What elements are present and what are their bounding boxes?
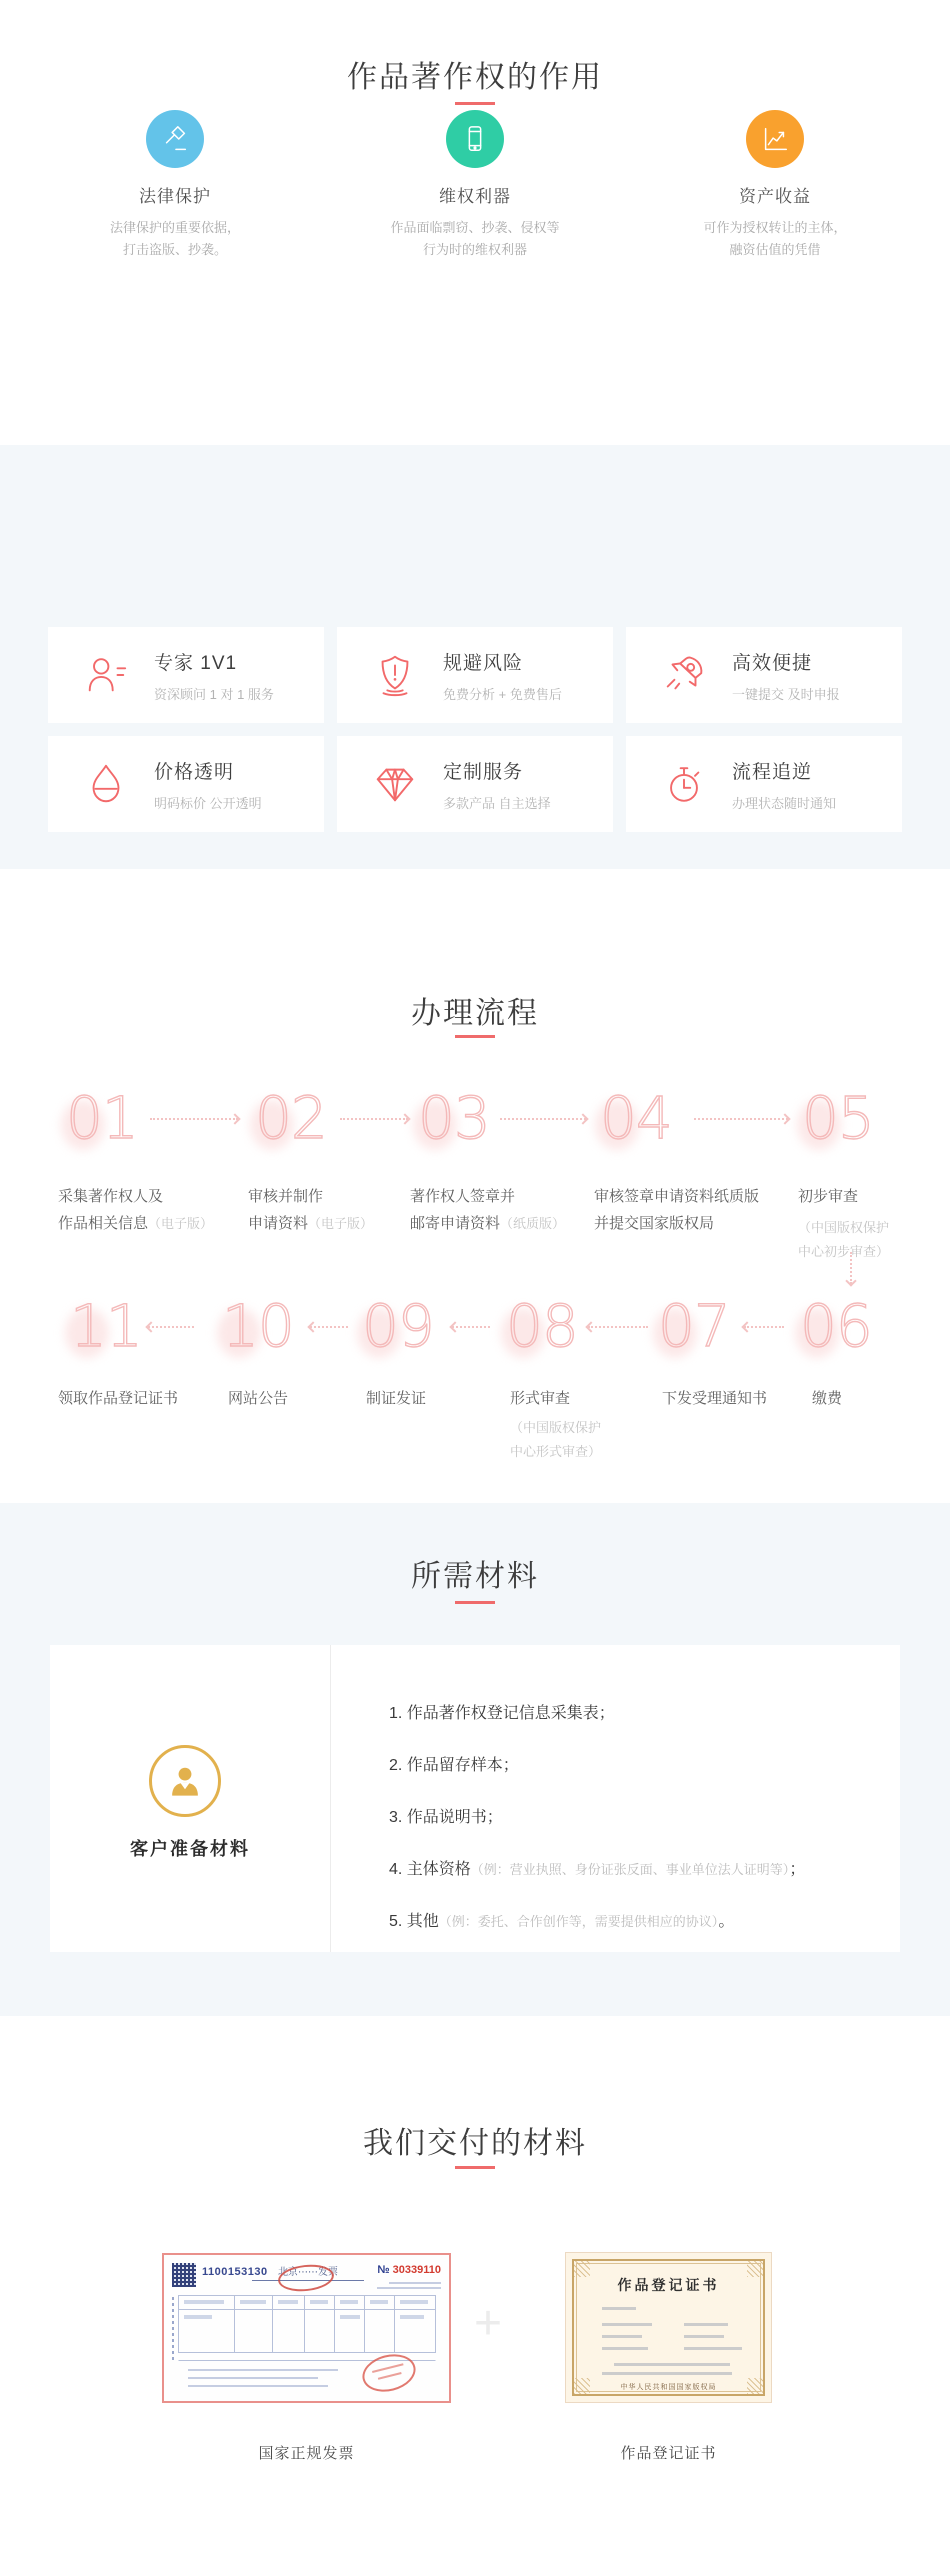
role-item-asset [625, 110, 925, 261]
feature-card-custom [337, 736, 613, 832]
process-step-line: 审核签章申请资料纸质版 [594, 1188, 760, 1205]
feature-card-risk [337, 627, 613, 723]
process-step-label [594, 1183, 794, 1237]
dotted-arrow-right [500, 1118, 586, 1120]
invoice-detail-bar [188, 2369, 338, 2371]
process-step-number: 07 [658, 1292, 730, 1360]
feature-card-track [626, 736, 902, 832]
role-label: 维权利器 [439, 187, 511, 206]
process-step-label: 领取作品登记证书 [58, 1390, 179, 1407]
role-label: 法律保护 [139, 187, 211, 206]
process-step-note: （电子版） [308, 1216, 374, 1231]
invoice-code: 1100153130 [202, 2266, 268, 2278]
dotted-arrow-left [744, 1326, 784, 1328]
feature-card-price [48, 736, 324, 832]
feature-card-fast [626, 627, 902, 723]
material-item-text: 4. 主体资格 [389, 1861, 471, 1878]
process-step-text: 邮寄申请资料 [410, 1215, 501, 1232]
process-step-note: （纸质版） [500, 1216, 566, 1231]
certificate-label: 作品登记证书 [620, 2445, 717, 2462]
dotted-arrow-right [150, 1118, 238, 1120]
role-label: 资产收益 [739, 187, 811, 206]
process-step-label: 缴费 [812, 1390, 843, 1407]
invoice-serial-mark: № [377, 2264, 390, 2276]
process-step-note-line: （中国版权保护 [510, 1420, 602, 1435]
feature-text [154, 648, 274, 703]
section-title-deliver: 我们交付的材料 [363, 2127, 587, 2160]
process-step-label [798, 1183, 928, 1210]
invoice-detail-bar [188, 2385, 328, 2387]
feature-desc: 资深顾问 1 对 1 服务 [154, 686, 274, 702]
role-item-law [25, 110, 325, 261]
certificate-field-bar [602, 2307, 636, 2310]
dotted-arrow-down [850, 1252, 852, 1284]
feature-text [154, 757, 262, 812]
process-step-number: 06 [800, 1292, 872, 1360]
process-step-note: （电子版） [148, 1216, 214, 1231]
process-step-text: 作品相关信息 [58, 1215, 149, 1232]
material-item-note: （例：委托、合作创作等，需要提供相应的协议） [438, 1914, 719, 1929]
material-item: 3. 作品说明书； [389, 1809, 503, 1826]
invoice-image [162, 2253, 451, 2403]
section-title-materials: 所需材料 [411, 1560, 539, 1593]
material-item-note: （例：营业执照、身份证张反面、事业单位法人证明等） [470, 1862, 790, 1877]
process-step-label: 形式审查 [510, 1390, 571, 1407]
process-step-number: 02 [255, 1084, 327, 1152]
prepare-label: 客户准备材料 [130, 1839, 250, 1859]
role-desc [625, 217, 925, 261]
shield-icon [371, 651, 419, 699]
chart-icon [746, 110, 804, 168]
process-step-line [248, 1210, 413, 1237]
materials-card [50, 1645, 900, 1952]
process-step-line: 并提交国家版权局 [594, 1215, 715, 1232]
invoice-detail-bar [389, 2282, 441, 2284]
certificate-image [565, 2252, 772, 2403]
role-desc-line: 行为时的维权利器 [422, 242, 527, 257]
process-step-note [510, 1416, 640, 1464]
material-item: 2. 作品留存样本； [389, 1757, 519, 1774]
process-step-number: 09 [362, 1292, 434, 1360]
feature-card-expert [48, 627, 324, 723]
certificate-title: 作品登记证书 [617, 2279, 720, 2294]
title-underline [455, 2166, 495, 2169]
role-desc-line: 作品面临剽窃、抄袭、侵权等 [390, 220, 560, 235]
feature-title: 定制服务 [443, 761, 524, 783]
process-step-line: 采集著作权人及 [58, 1188, 164, 1205]
member-icon [149, 1745, 221, 1817]
process-step-note [798, 1216, 928, 1264]
plus-separator: + [473, 2297, 503, 2350]
process-step-note-line: （中国版权保护 [798, 1220, 890, 1235]
material-item-tail: 。 [718, 1913, 735, 1930]
dotted-arrow-right [694, 1118, 788, 1120]
feature-title: 价格透明 [154, 761, 235, 783]
divider [330, 1645, 331, 1952]
drop-icon [82, 760, 130, 808]
process-step-number: 10 [222, 1292, 294, 1360]
section-title-process: 办理流程 [411, 997, 539, 1030]
feature-title: 规避风险 [443, 652, 524, 674]
feature-title: 专家 1V1 [154, 652, 238, 674]
process-step-text: 申请资料 [248, 1215, 309, 1232]
phone-icon [446, 110, 504, 168]
dotted-arrow-left [148, 1326, 194, 1328]
feature-desc: 一键提交 及时申报 [732, 686, 840, 702]
certificate-field-bar [684, 2335, 724, 2338]
dotted-arrow-left [588, 1326, 648, 1328]
certificate-field-bar [602, 2335, 642, 2338]
expert-icon [82, 651, 130, 699]
feature-text [443, 757, 551, 812]
process-step-number: 11 [70, 1292, 142, 1360]
invoice-detail-bar [377, 2287, 441, 2289]
feature-desc: 明码标价 公开透明 [154, 795, 262, 811]
process-step-line [410, 1210, 595, 1237]
process-step-note-line: 中心初步审查） [798, 1244, 890, 1259]
section-title-roles: 作品著作权的作用 [347, 61, 603, 94]
certificate-field-bar [602, 2372, 732, 2375]
dotted-arrow-left [310, 1326, 348, 1328]
material-item-tail: ； [789, 1861, 806, 1878]
role-desc [325, 217, 625, 261]
role-desc-line: 可作为授权转让的主体， [703, 220, 847, 235]
role-item-rights [325, 110, 625, 261]
invoice-table [178, 2295, 436, 2361]
stopwatch-icon [660, 760, 708, 808]
invoice-side-text [172, 2297, 174, 2361]
feature-text [732, 648, 840, 703]
process-step-note-line: 中心形式审查） [510, 1444, 602, 1459]
feature-text [732, 757, 836, 812]
material-item [389, 1856, 805, 1879]
rocket-icon [660, 651, 708, 699]
gavel-icon [146, 110, 204, 168]
material-item-text: 5. 其他 [389, 1913, 439, 1930]
process-step-number: 04 [600, 1084, 672, 1152]
certificate-issuer: 中华人民共和国国家版权局 [620, 2384, 717, 2391]
certificate-field-bar [614, 2363, 730, 2366]
material-item [389, 1908, 734, 1931]
process-step-line [58, 1210, 243, 1237]
feature-desc: 免费分析 + 免费售后 [443, 686, 562, 702]
diamond-icon [371, 760, 419, 808]
process-step-line: 审核并制作 [248, 1188, 324, 1205]
process-step-number: 05 [802, 1084, 874, 1152]
process-step-label [410, 1183, 595, 1237]
feature-title: 高效便捷 [732, 652, 813, 674]
certificate-field-bar [684, 2323, 728, 2326]
dotted-arrow-right [340, 1118, 408, 1120]
role-desc-line: 打击盗版、抄袭。 [122, 242, 227, 257]
process-step-line: 著作权人签章并 [410, 1188, 516, 1205]
process-step-label: 网站公告 [228, 1390, 289, 1407]
feature-title: 流程追逆 [732, 761, 813, 783]
certificate-field-bar [602, 2347, 648, 2350]
process-step-number: 03 [418, 1084, 490, 1152]
process-step-label [248, 1183, 413, 1237]
invoice-serial-number: 30339110 [392, 2264, 441, 2276]
invoice-label: 国家正规发票 [258, 2445, 355, 2462]
role-desc [25, 217, 325, 261]
certificate-field-bar [602, 2323, 652, 2326]
process-step-label: 下发受理通知书 [662, 1390, 768, 1407]
material-item: 1. 作品著作权登记信息采集表； [389, 1705, 615, 1722]
invoice-detail-bar [188, 2377, 318, 2379]
title-underline [455, 102, 495, 105]
role-desc-line: 融资估值的凭借 [729, 242, 821, 257]
process-step-number: 01 [66, 1084, 138, 1152]
title-underline [455, 1035, 495, 1038]
qr-code-icon [172, 2263, 196, 2287]
dotted-arrow-left [452, 1326, 490, 1328]
feature-desc: 多款产品 自主选择 [443, 795, 551, 811]
process-step-label: 制证发证 [366, 1390, 427, 1407]
process-step-number: 08 [506, 1292, 578, 1360]
invoice-serial [377, 2264, 441, 2276]
feature-text [443, 648, 562, 703]
title-underline [455, 1601, 495, 1604]
process-step-label [58, 1183, 243, 1237]
role-desc-line: 法律保护的重要依据， [109, 220, 240, 235]
invoice-header: 北京⋯⋯发票 [252, 2263, 364, 2281]
process-step-line: 初步审查 [798, 1188, 859, 1205]
certificate-field-bar [684, 2347, 742, 2350]
feature-desc: 办理状态随时通知 [732, 795, 837, 811]
